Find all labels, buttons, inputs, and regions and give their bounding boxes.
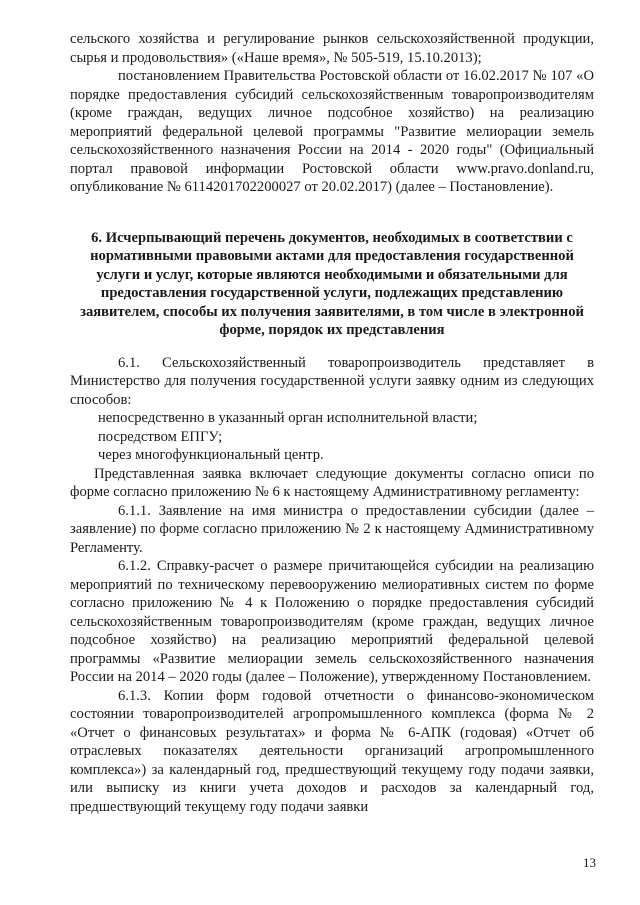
section-heading: 6. Исчерпывающий перечень документов, необходимых в соответствии с нормативными правовыми актами для предоставления государственной услуги и услуг, которые являются необходимыми и обязательными для предоставления государственной услуги, подлежащих представлению заявителем, способы их получения заявителями, в том числе в электронной форме, порядок их представления [80,229,584,338]
method-item-3: через многофункциональный центр. [98,447,324,463]
page-number: 13 [583,855,596,870]
paragraph-6-1-1: 6.1.1. Заявление на имя министра о предоставлении субсидии (далее – заявление) по форме согласно приложению № 2 к настоящему Административному Регламенту. [70,502,594,556]
paragraph-top-1: сельского хозяйства и регулирование рынков сельскохозяйственной продукции, сырья и продовольствия» («Наше время», № 505-519, 15.10.2013); [70,31,594,66]
paragraph-6-1-2: 6.1.2. Справку-расчет о размере причитающейся субсидии на реализацию мероприятий по техническому перевооружению мелиоративных систем по форме согласно приложению № 4 к Положению о порядке предоставления субсидий сельскохозяйственным товаропроизводителям (кроме граждан, ведущих личное подсобное хозяйство) на реализацию мероприятий федеральной целевой программы «Развитие мелиорации земель сельскохозяйственного назначения России на 2014 – 2020 годы (далее – Положение), утвержденному Постановлением. [70,558,594,685]
paragraph-top-2: постановлением Правительства Ростовской области от 16.02.2017 № 107 «О порядке предоставления субсидий сельскохозяйственным товаропроизводителям (кроме граждан, ведущих личное подсобное хозяйство) на реализацию мероприятий федеральной целевой программы "Развитие мелиорации земель сельскохозяйственного назначения России на 2014 - 2020 годы" (Официальный портал правовой информации Ростовской области www.pravo.donland.ru, опубликование № 6114201702200027 от 20.02.2017) (далее – Постановление). [70,68,594,195]
method-item-2: посредством ЕПГУ; [98,428,223,445]
paragraph-6-1: 6.1. Сельскохозяйственный товаропроизводитель представляет в Министерство для получения государственной услуги заявку одним из следующих способов: [70,354,594,408]
document-page [70,30,594,816]
method-item-1: непосредственно в указанный орган исполнительной власти; [98,410,478,426]
paragraph-6-1-3: 6.1.3. Копии форм годовой отчетности о финансово-экономическом состоянии товаропроизводителей агропромышленного комплекса (форма № 2 «Отчет о финансовых результатах» и форма № 6-АПК (годовая) «Отчет об отраслевых показателях деятельности организаций агропромышленного комплекса») за календарный год, предшествующий текущему году подачи заявки, или выписку из книги учета доходов и расходов за календарный год, предшествующий текущему году подачи заявки [70,687,594,815]
paragraph-included-documents: Представленная заявка включает следующие документы согласно описи по форме согласно приложению № 6 к настоящему Административному регламенту: [70,465,594,500]
